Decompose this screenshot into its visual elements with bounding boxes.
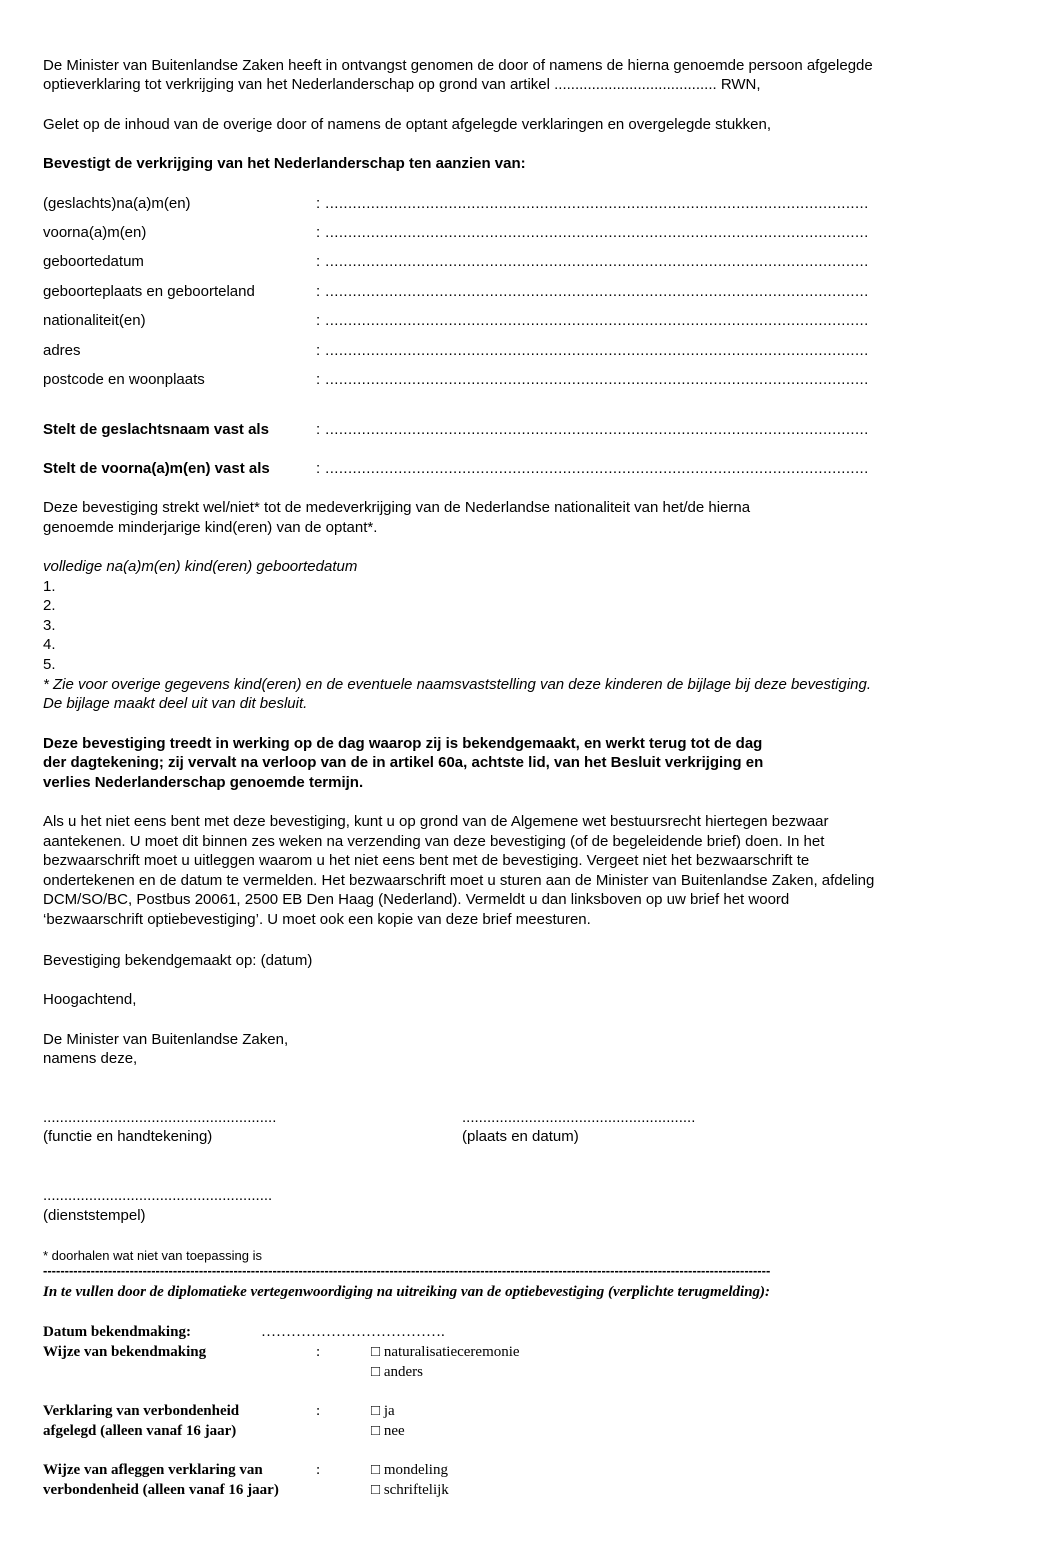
wijze-bekendmaking-colon: : — [316, 1344, 321, 1360]
minister-line-2: namens deze, — [43, 1050, 138, 1067]
verklaring-label-1: Verklaring van verbondenheid — [43, 1403, 240, 1419]
medeverkrijging-line-2: genoemde minderjarige kind(eren) van de optant*. — [43, 519, 378, 536]
field-value-adres[interactable]: : ....................................................................................................................... — [316, 342, 869, 359]
field-label-postcode: postcode en woonplaats — [43, 371, 205, 388]
bezwaar-line-1: Als u het niet eens bent met deze bevestiging, kunt u op grond van de Algemene wet bestuursrecht hiertegen bezwaar — [43, 813, 829, 830]
child-item-3: 3. — [43, 617, 56, 634]
bezwaar-line-6: ‘bezwaarschrift optiebevestiging’. U moet ook een kopie van deze brief meesturen. — [43, 911, 591, 928]
wijze-bekendmaking-label: Wijze van bekendmaking — [43, 1344, 207, 1360]
bezwaar-line-2: aantekenen. U moet dit binnen zes weken na verzending van deze bevestiging (of de begeleidende brief) doen. In het — [43, 833, 825, 850]
stamp-label: (dienststempel) — [43, 1207, 146, 1224]
option-label: anders — [383, 1364, 423, 1380]
children-note-1: * Zie voor overige gegevens kind(eren) en de eventuele naamsvaststelling van deze kinderen de bijlage bij deze bevestiging. — [43, 676, 872, 693]
child-item-2: 2. — [43, 597, 56, 614]
signature-dots-left[interactable]: ........................................................ — [43, 1109, 277, 1126]
afleggen-label-2: verbondenheid (alleen vanaf 16 jaar) — [43, 1482, 279, 1498]
stamp-dots[interactable]: ....................................................... — [43, 1187, 273, 1204]
bevestigt-heading: Bevestigt de verkrijging van het Nederlanderschap ten aanzien van: — [43, 155, 526, 172]
verklaring-label-2: afgelegd (alleen vanaf 16 jaar) — [43, 1423, 237, 1439]
verklaring-colon: : — [316, 1403, 321, 1419]
field-label-geboortedatum: geboortedatum — [43, 253, 144, 270]
option-label: naturalisatieceremonie — [383, 1344, 520, 1360]
field-value-nationaliteit[interactable]: : ....................................................................................................................... — [316, 312, 869, 329]
child-item-5: 5. — [43, 656, 56, 673]
option-label: nee — [383, 1423, 405, 1439]
child-item-1: 1. — [43, 578, 56, 595]
werking-line-1: Deze bevestiging treedt in werking op de dag waarop zij is bekendgemaakt, en werkt terug tot de dag — [43, 735, 763, 752]
checkbox-icon[interactable]: □ — [371, 1344, 381, 1360]
separator-line: ------------------------------------------------------------------------------------------------------------------------------------------------------------------------ — [43, 1263, 771, 1278]
option-label: schriftelijk — [383, 1482, 449, 1498]
field-label-geboorteplaats: geboorteplaats en geboorteland — [43, 283, 255, 300]
field-value-geboorteplaats[interactable]: : ....................................................................................................................... — [316, 283, 869, 300]
checkbox-icon[interactable]: □ — [371, 1403, 381, 1419]
medeverkrijging-line-1: Deze bevestiging strekt wel/niet* tot de medeverkrijging van de Nederlandse nationaliteit van het/de hierna — [43, 499, 751, 516]
checkbox-icon[interactable]: □ — [371, 1364, 381, 1380]
children-header: volledige na(a)m(en) kind(eren) geboortedatum — [43, 558, 358, 575]
signature-dots-right[interactable]: ........................................................ — [462, 1109, 696, 1126]
child-item-4: 4. — [43, 636, 56, 653]
datum-bekendmaking-dots[interactable]: ………………………………. — [261, 1324, 445, 1340]
signature-label-left: (functie en handtekening) — [43, 1128, 213, 1145]
afleggen-colon: : — [316, 1462, 321, 1478]
field-value-voornamen[interactable]: : ....................................................................................................................... — [316, 224, 869, 241]
checkbox-icon[interactable]: □ — [371, 1423, 381, 1439]
bekendgemaakt-line: Bevestiging bekendgemaakt op: (datum) — [43, 952, 313, 969]
children-note-2: De bijlage maakt deel uit van dit besluit. — [43, 695, 308, 712]
field-label-voornamen: voorna(a)m(en) — [43, 224, 147, 241]
footnote: * doorhalen wat niet van toepassing is — [43, 1248, 262, 1263]
bezwaar-line-4: ondertekenen en de datum te vermelden. Het bezwaarschrift moet u sturen aan de Minister van Buitenlandse Zaken, afdeling — [43, 872, 875, 889]
option-schriftelijk[interactable] — [371, 1481, 449, 1500]
field-value-geboortedatum[interactable]: : ....................................................................................................................... — [316, 253, 869, 270]
bezwaar-line-3: bezwaarschrift moet u uitleggen waarom u het niet eens bent met de bevestiging. Vergeet niet het bezwaarschrift te — [43, 852, 810, 869]
stelt-geslachtsnaam-label: Stelt de geslachtsnaam vast als — [43, 421, 269, 438]
option-naturalisatieceremonie[interactable] — [371, 1343, 520, 1362]
field-label-adres: adres — [43, 342, 81, 359]
minister-line-1: De Minister van Buitenlandse Zaken, — [43, 1031, 289, 1048]
datum-bekendmaking-label: Datum bekendmaking: — [43, 1324, 191, 1340]
option-nee[interactable] — [371, 1422, 405, 1441]
stelt-voornamen-value[interactable]: : ....................................................................................................................... — [316, 460, 869, 477]
option-label: ja — [383, 1403, 395, 1419]
option-anders[interactable] — [371, 1363, 423, 1382]
afleggen-label-1: Wijze van afleggen verklaring van — [43, 1462, 263, 1478]
bezwaar-line-5: DCM/SO/BC, Postbus 20061, 2500 EB Den Haag (Nederland). Vermeldt u dan linksboven op uw brief het woord — [43, 891, 790, 908]
field-value-postcode[interactable]: : ....................................................................................................................... — [316, 371, 869, 388]
field-value-geslachtsnaam[interactable]: : ....................................................................................................................... — [316, 195, 869, 212]
stelt-geslachtsnaam-value[interactable]: : ....................................................................................................................... — [316, 421, 869, 438]
checkbox-icon[interactable]: □ — [371, 1462, 381, 1478]
signature-label-right: (plaats en datum) — [462, 1128, 579, 1145]
field-label-geslachtsnaam: (geslachts)na(a)m(en) — [43, 195, 191, 212]
gelet-paragraph: Gelet op de inhoud van de overige door of namens de optant afgelegde verklaringen en overgelegde stukken, — [43, 116, 772, 133]
option-ja[interactable] — [371, 1402, 395, 1421]
stelt-voornamen-label: Stelt de voorna(a)m(en) vast als — [43, 460, 270, 477]
groet-line: Hoogachtend, — [43, 991, 137, 1008]
intro-line-1: De Minister van Buitenlandse Zaken heeft in ontvangst genomen de door of namens de hierna genoemde persoon afgelegde — [43, 57, 873, 74]
werking-line-3: verlies Nederlanderschap genoemde termijn. — [43, 774, 364, 791]
werking-line-2: der dagtekening; zij vervalt na verloop van de in artikel 60a, achtste lid, van het Besluit verkrijging en — [43, 754, 764, 771]
checkbox-icon[interactable]: □ — [371, 1482, 381, 1498]
field-label-nationaliteit: nationaliteit(en) — [43, 312, 146, 329]
option-mondeling[interactable] — [371, 1461, 448, 1480]
option-label: mondeling — [383, 1462, 448, 1478]
embassy-title: In te vullen door de diplomatieke vertegenwoordiging na uitreiking van de optiebevestiging (verplichte terugmelding): — [43, 1284, 771, 1300]
intro-line-2: optieverklaring tot verkrijging van het Nederlanderschap op grond van artikel ....................................... RWN, — [43, 76, 761, 93]
